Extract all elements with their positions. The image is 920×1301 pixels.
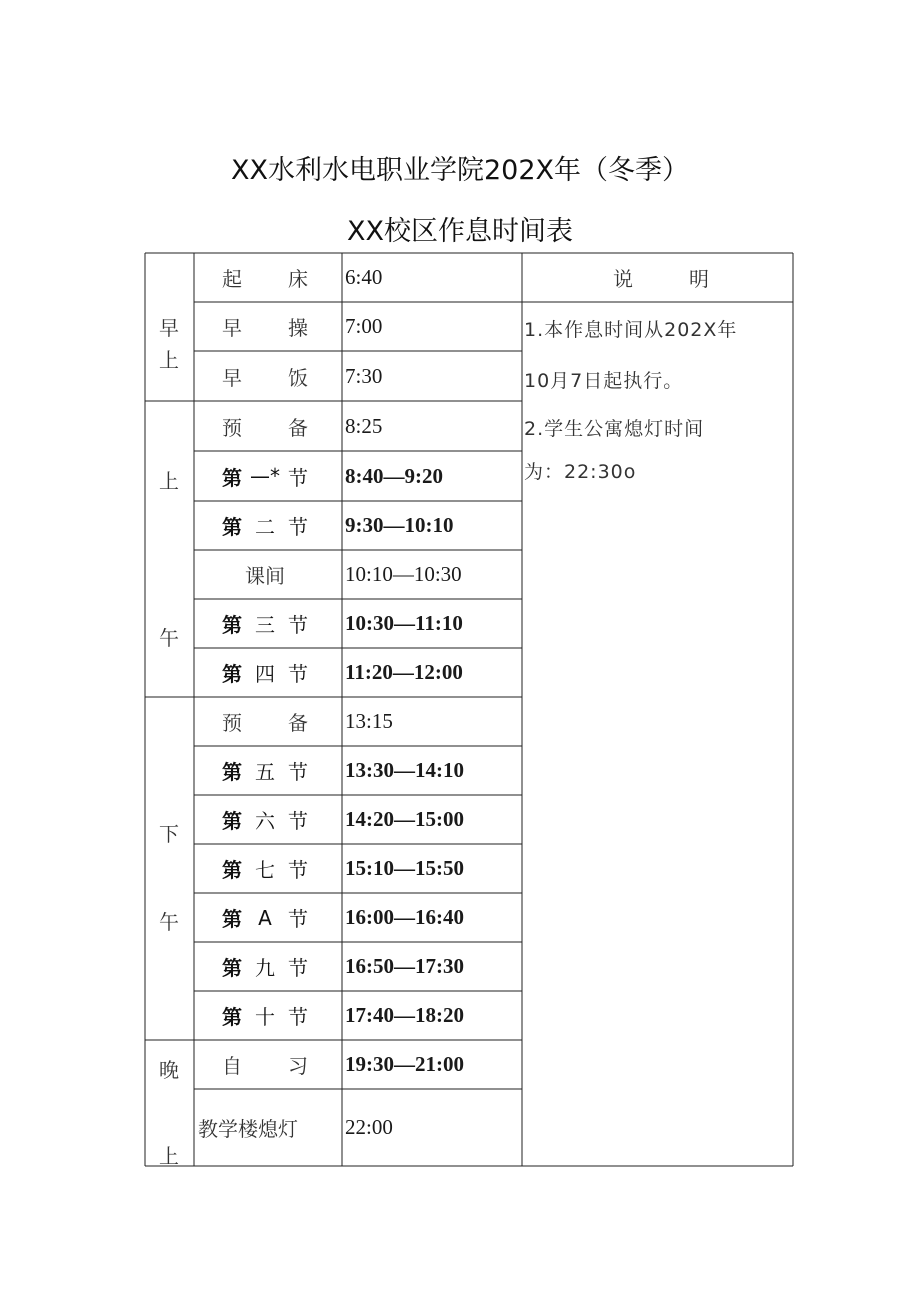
row-label-part: 第 [222,662,242,686]
row-label [194,1040,342,1089]
row-label-part: 十 [255,1005,275,1029]
row-label-part: 二 [255,515,275,539]
notes-header-char1: 说 [613,267,633,291]
row-label-part: 节 [288,809,308,833]
row-time: 8:25 [345,413,383,438]
period-evening-char2: 上 [159,1144,179,1168]
row-label [194,451,342,501]
note-line-4: 为：22:30o [524,461,637,483]
row-label-part: 第 [222,907,242,931]
row-label-part: 节 [288,1005,308,1029]
row-label [194,942,342,991]
row-label-part: 饭 [288,365,308,390]
row-label-part: 节 [288,515,308,539]
page-subtitle: XX校区作息时间表 [347,216,573,247]
row-time: 7:30 [345,363,383,388]
row-label-part: 第 [222,809,242,833]
row-label [194,253,342,302]
row-label-part: 操 [288,316,308,340]
period-forenoon-char1: 上 [159,469,179,493]
notes-header-char2: 明 [689,267,709,291]
page-title: XX水利水电职业学院202X年（冬季） [230,155,690,186]
row-label-part: 第 [222,465,242,490]
row-time: 6:40 [345,265,383,289]
row-label-part: 备 [288,415,308,440]
row-label [194,599,342,648]
row-label [194,1089,342,1166]
row-label-part: 预 [222,415,242,440]
row-label-part: 节 [288,907,308,931]
row-label-part: 三 [255,613,275,637]
row-label-part: 六 [255,809,275,833]
row-label-part: 节 [288,858,308,882]
row-label-part: 床 [288,267,308,291]
row-time: 10:10—10:30 [345,562,462,586]
row-label-part: 早 [222,365,242,390]
row-time: 9:30—10:10 [345,513,454,537]
period-morning-char1: 早 [159,316,179,340]
row-label-part: 九 [255,956,275,980]
row-label [194,648,342,697]
row-label-part: 自 [222,1054,242,1078]
row-label [194,697,342,746]
row-label-part: 节 [288,760,308,784]
row-label-part: 备 [288,711,308,735]
period-afternoon-char2: 午 [159,910,179,934]
row-label-part: 第 [222,1005,242,1029]
row-label-part: 第 [222,515,242,539]
period-evening-char1: 晚 [159,1058,179,1082]
note-line-3: 2.学生公寓熄灯时间 [524,418,705,440]
period-forenoon-char2: 午 [159,626,179,650]
row-time: 16:50—17:30 [345,954,464,978]
row-time: 15:10—15:50 [345,856,464,880]
row-label-part: 四 [255,662,275,686]
row-time: 22:00 [345,1115,393,1139]
row-label [194,795,342,844]
row-label-part: 起 [222,267,242,291]
period-afternoon-char1: 下 [159,822,179,846]
row-label-part: 早 [222,316,242,340]
row-label-part: 五 [255,760,275,784]
row-label-part: A [258,905,272,930]
row-label [194,991,342,1040]
row-label [194,401,342,451]
row-label-part: 预 [222,711,242,735]
row-label-part: 第 [222,760,242,784]
row-label-part: 节 [288,956,308,980]
row-label [194,302,342,351]
row-time: 10:30—11:10 [345,611,463,635]
row-label-part: 第 [222,956,242,980]
row-label-part: 节 [288,465,308,490]
row-label-part: 第 [222,858,242,882]
row-label-part: 七 [255,858,275,882]
row-time: 8:40—9:20 [345,463,443,488]
row-label [194,746,342,795]
note-line-2: 10月7日起执行。 [524,370,684,392]
row-label-part: —* [250,464,280,488]
note-line-1: 1.本作息时间从202X年 [524,319,738,341]
row-time: 13:15 [345,709,393,733]
row-label [194,550,342,599]
row-time: 11:20—12:00 [345,660,463,684]
row-label-part: 节 [288,613,308,637]
row-time: 19:30—21:00 [345,1052,464,1076]
row-label-part: 节 [288,662,308,686]
row-label-part: 习 [288,1054,308,1078]
row-label-part: 课间 [245,564,285,588]
row-time: 17:40—18:20 [345,1003,464,1027]
row-label [194,501,342,550]
notes-header [523,253,793,302]
row-label [194,844,342,893]
row-time: 13:30—14:10 [345,758,464,782]
period-morning-char2: 上 [159,348,179,372]
row-label [194,351,342,401]
row-time: 7:00 [345,314,383,338]
row-time: 14:20—15:00 [345,807,464,831]
row-time: 16:00—16:40 [345,905,464,929]
row-label-part: 第 [222,613,242,637]
row-label [194,893,342,942]
row-label-part: 教学楼熄灯 [198,1117,298,1141]
